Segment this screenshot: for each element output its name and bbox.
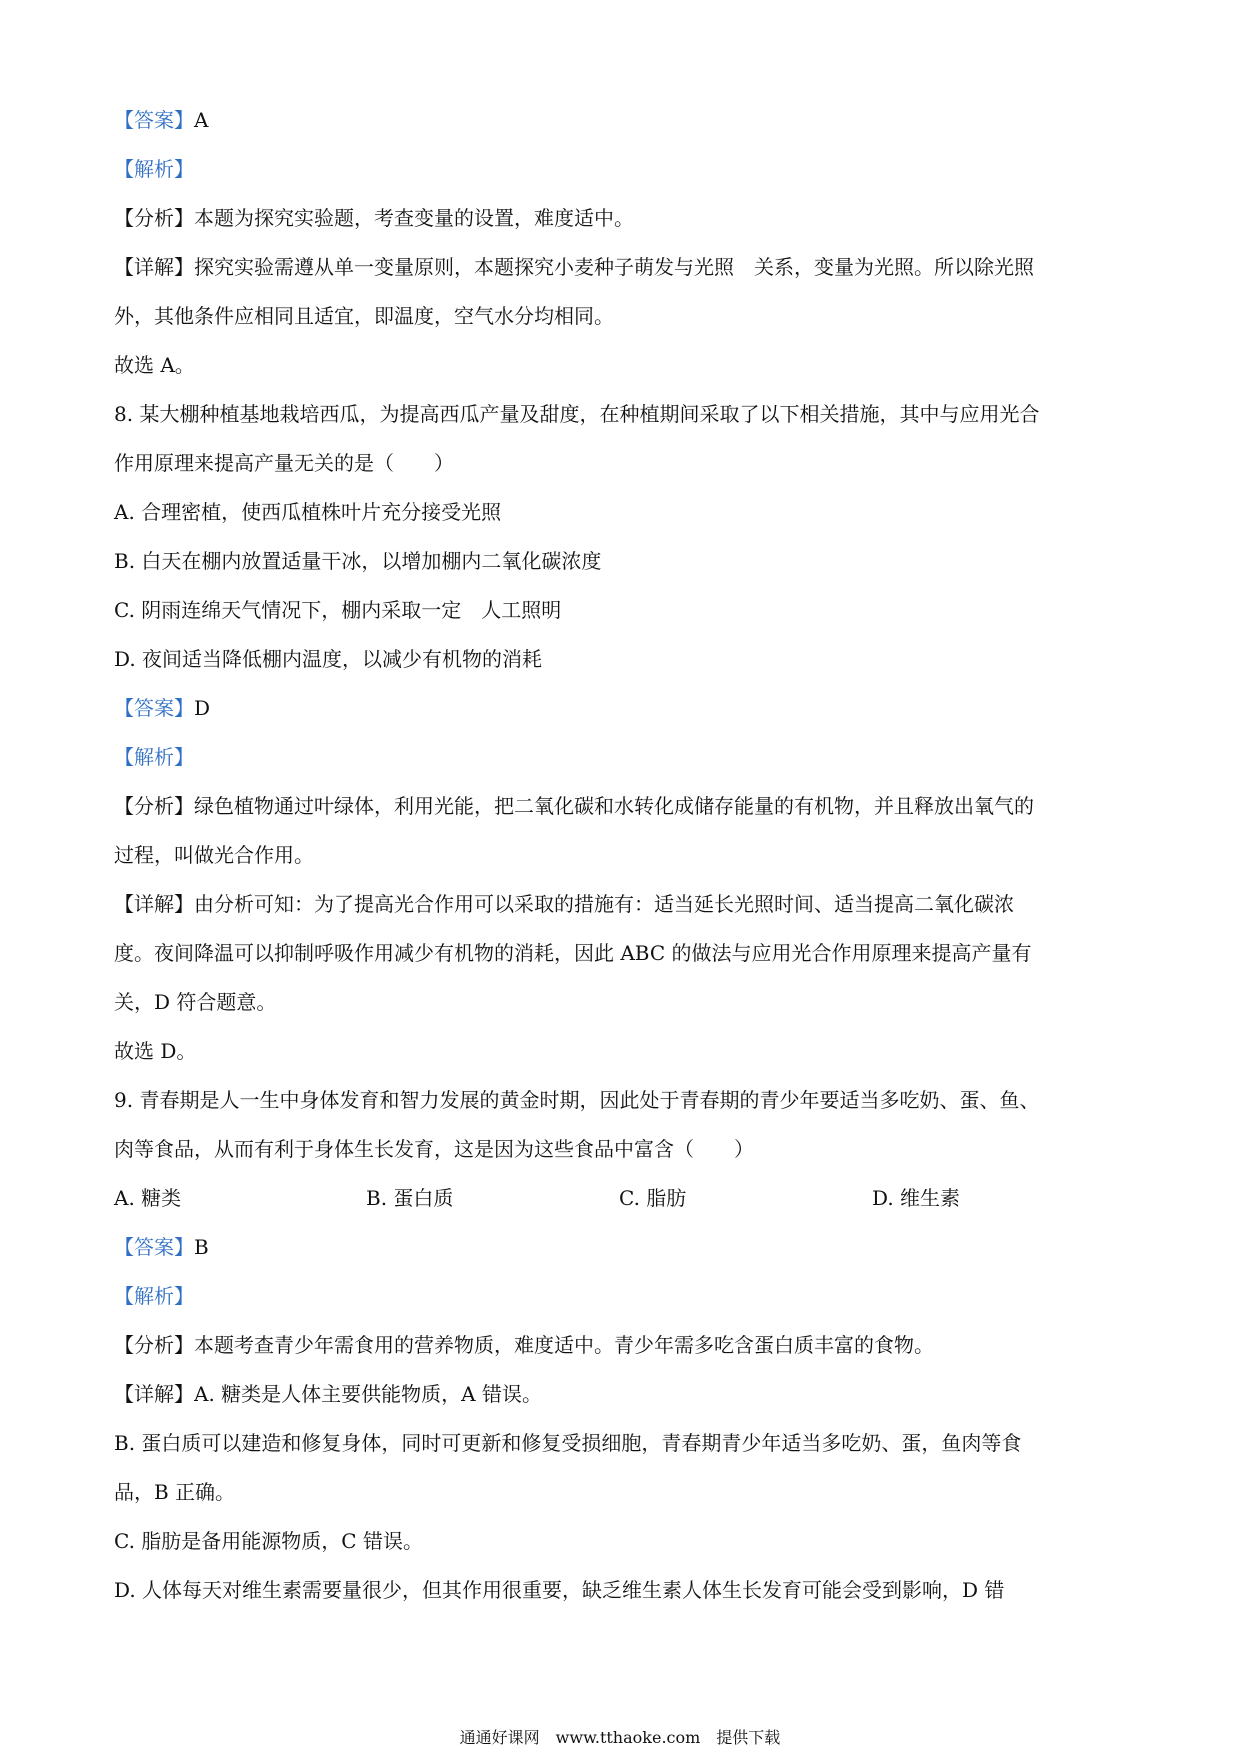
option-d: D. 维生素 bbox=[872, 1186, 961, 1210]
fenxi-line: 【分析】本题为探究实验题，考查变量的设置，难度适中。 bbox=[114, 206, 634, 230]
options-row bbox=[114, 1184, 1014, 1212]
text-line: B. 蛋白质可以建造和修复身体，同时可更新和修复受损细胞，青春期青少年适当多吃奶、蛋，鱼肉等食 bbox=[114, 1431, 1022, 1455]
answer-tag: 【答案】 bbox=[114, 696, 194, 720]
fenxi-tag: 【分析】 bbox=[114, 794, 194, 818]
text-line: 关，D 符合题意。 bbox=[114, 990, 277, 1014]
question-8-line: 作用原理来提高产量无关的是（ ） bbox=[114, 451, 454, 475]
option-c: C. 阴雨连绵天气情况下，棚内采取一定 人工照明 bbox=[114, 598, 562, 622]
option-d: D. 夜间适当降低棚内温度，以减少有机物的消耗 bbox=[114, 647, 543, 671]
xiangjie-tag: 【详解】 bbox=[114, 892, 194, 916]
answer-tag: 【答案】 bbox=[114, 108, 194, 132]
xiangjie-line: 【详解】A. 糖类是人体主要供能物质，A 错误。 bbox=[114, 1382, 542, 1406]
answer-tag: 【答案】 bbox=[114, 1235, 194, 1259]
option-b: B. 蛋白质 bbox=[366, 1186, 454, 1210]
option-c: C. 脂肪 bbox=[619, 1186, 687, 1210]
analysis-tag: 【解析】 bbox=[114, 745, 194, 769]
xiangjie-tag: 【详解】 bbox=[114, 1382, 194, 1406]
option-a: A. 糖类 bbox=[114, 1186, 182, 1210]
text-line: C. 脂肪是备用能源物质，C 错误。 bbox=[114, 1529, 423, 1553]
fenxi-line: 【分析】本题考查青少年需食用的营养物质，难度适中。青少年需多吃含蛋白质丰富的食物。 bbox=[114, 1333, 934, 1357]
xiangjie-tag: 【详解】 bbox=[114, 255, 194, 279]
answer-line: 【答案】A bbox=[114, 108, 209, 132]
fenxi-tag: 【分析】 bbox=[114, 1333, 194, 1357]
text-line: 度。夜间降温可以抑制呼吸作用减少有机物的消耗，因此 ABC 的做法与应用光合作用原理来提高产量有 bbox=[114, 941, 1032, 965]
analysis-heading bbox=[114, 1282, 194, 1310]
xiangjie-line: 【详解】探究实验需遵从单一变量原则，本题探究小麦种子萌发与光照 关系，变量为光照。所以除光照 bbox=[114, 255, 1034, 279]
xiangjie-line: 【详解】由分析可知：为了提高光合作用可以采取的措施有：适当延长光照时间、适当提高二氧化碳浓 bbox=[114, 892, 1014, 916]
fenxi-line: 【分析】绿色植物通过叶绿体，利用光能，把二氧化碳和水转化成储存能量的有机物，并且释放出氧气的 bbox=[114, 794, 1034, 818]
analysis-heading bbox=[114, 155, 194, 183]
analysis-tag: 【解析】 bbox=[114, 157, 194, 181]
question-8-line: 8. 某大棚种植基地栽培西瓜，为提高西瓜产量及甜度，在种植期间采取了以下相关措施，其中与应用光合 bbox=[114, 402, 1040, 426]
text-line: 外，其他条件应相同且适宜，即温度，空气水分均相同。 bbox=[114, 304, 614, 328]
analysis-tag: 【解析】 bbox=[114, 1284, 194, 1308]
page-footer: 通通好课网 www.tthaoke.com 提供下载 bbox=[459, 1728, 781, 1747]
conclusion-line: 故选 D。 bbox=[114, 1039, 197, 1063]
option-b: B. 白天在棚内放置适量干冰，以增加棚内二氧化碳浓度 bbox=[114, 549, 602, 573]
option-a: A. 合理密植，使西瓜植株叶片充分接受光照 bbox=[114, 500, 502, 524]
analysis-heading bbox=[114, 743, 194, 771]
fenxi-tag: 【分析】 bbox=[114, 206, 194, 230]
conclusion-line: 故选 A。 bbox=[114, 353, 195, 377]
question-9-line: 肉等食品，从而有利于身体生长发育，这是因为这些食品中富含（ ） bbox=[114, 1137, 754, 1161]
answer-line: 【答案】B bbox=[114, 1235, 209, 1259]
text-line: 过程，叫做光合作用。 bbox=[114, 843, 314, 867]
answer-line: 【答案】D bbox=[114, 696, 211, 720]
text-line: D. 人体每天对维生素需要量很少，但其作用很重要，缺乏维生素人体生长发育可能会受到影响，D 错 bbox=[114, 1578, 1005, 1602]
text-line: 品，B 正确。 bbox=[114, 1480, 236, 1504]
question-9-line: 9. 青春期是人一生中身体发育和智力发展的黄金时期，因此处于青春期的青少年要适当多吃奶、蛋、鱼、 bbox=[114, 1088, 1040, 1112]
